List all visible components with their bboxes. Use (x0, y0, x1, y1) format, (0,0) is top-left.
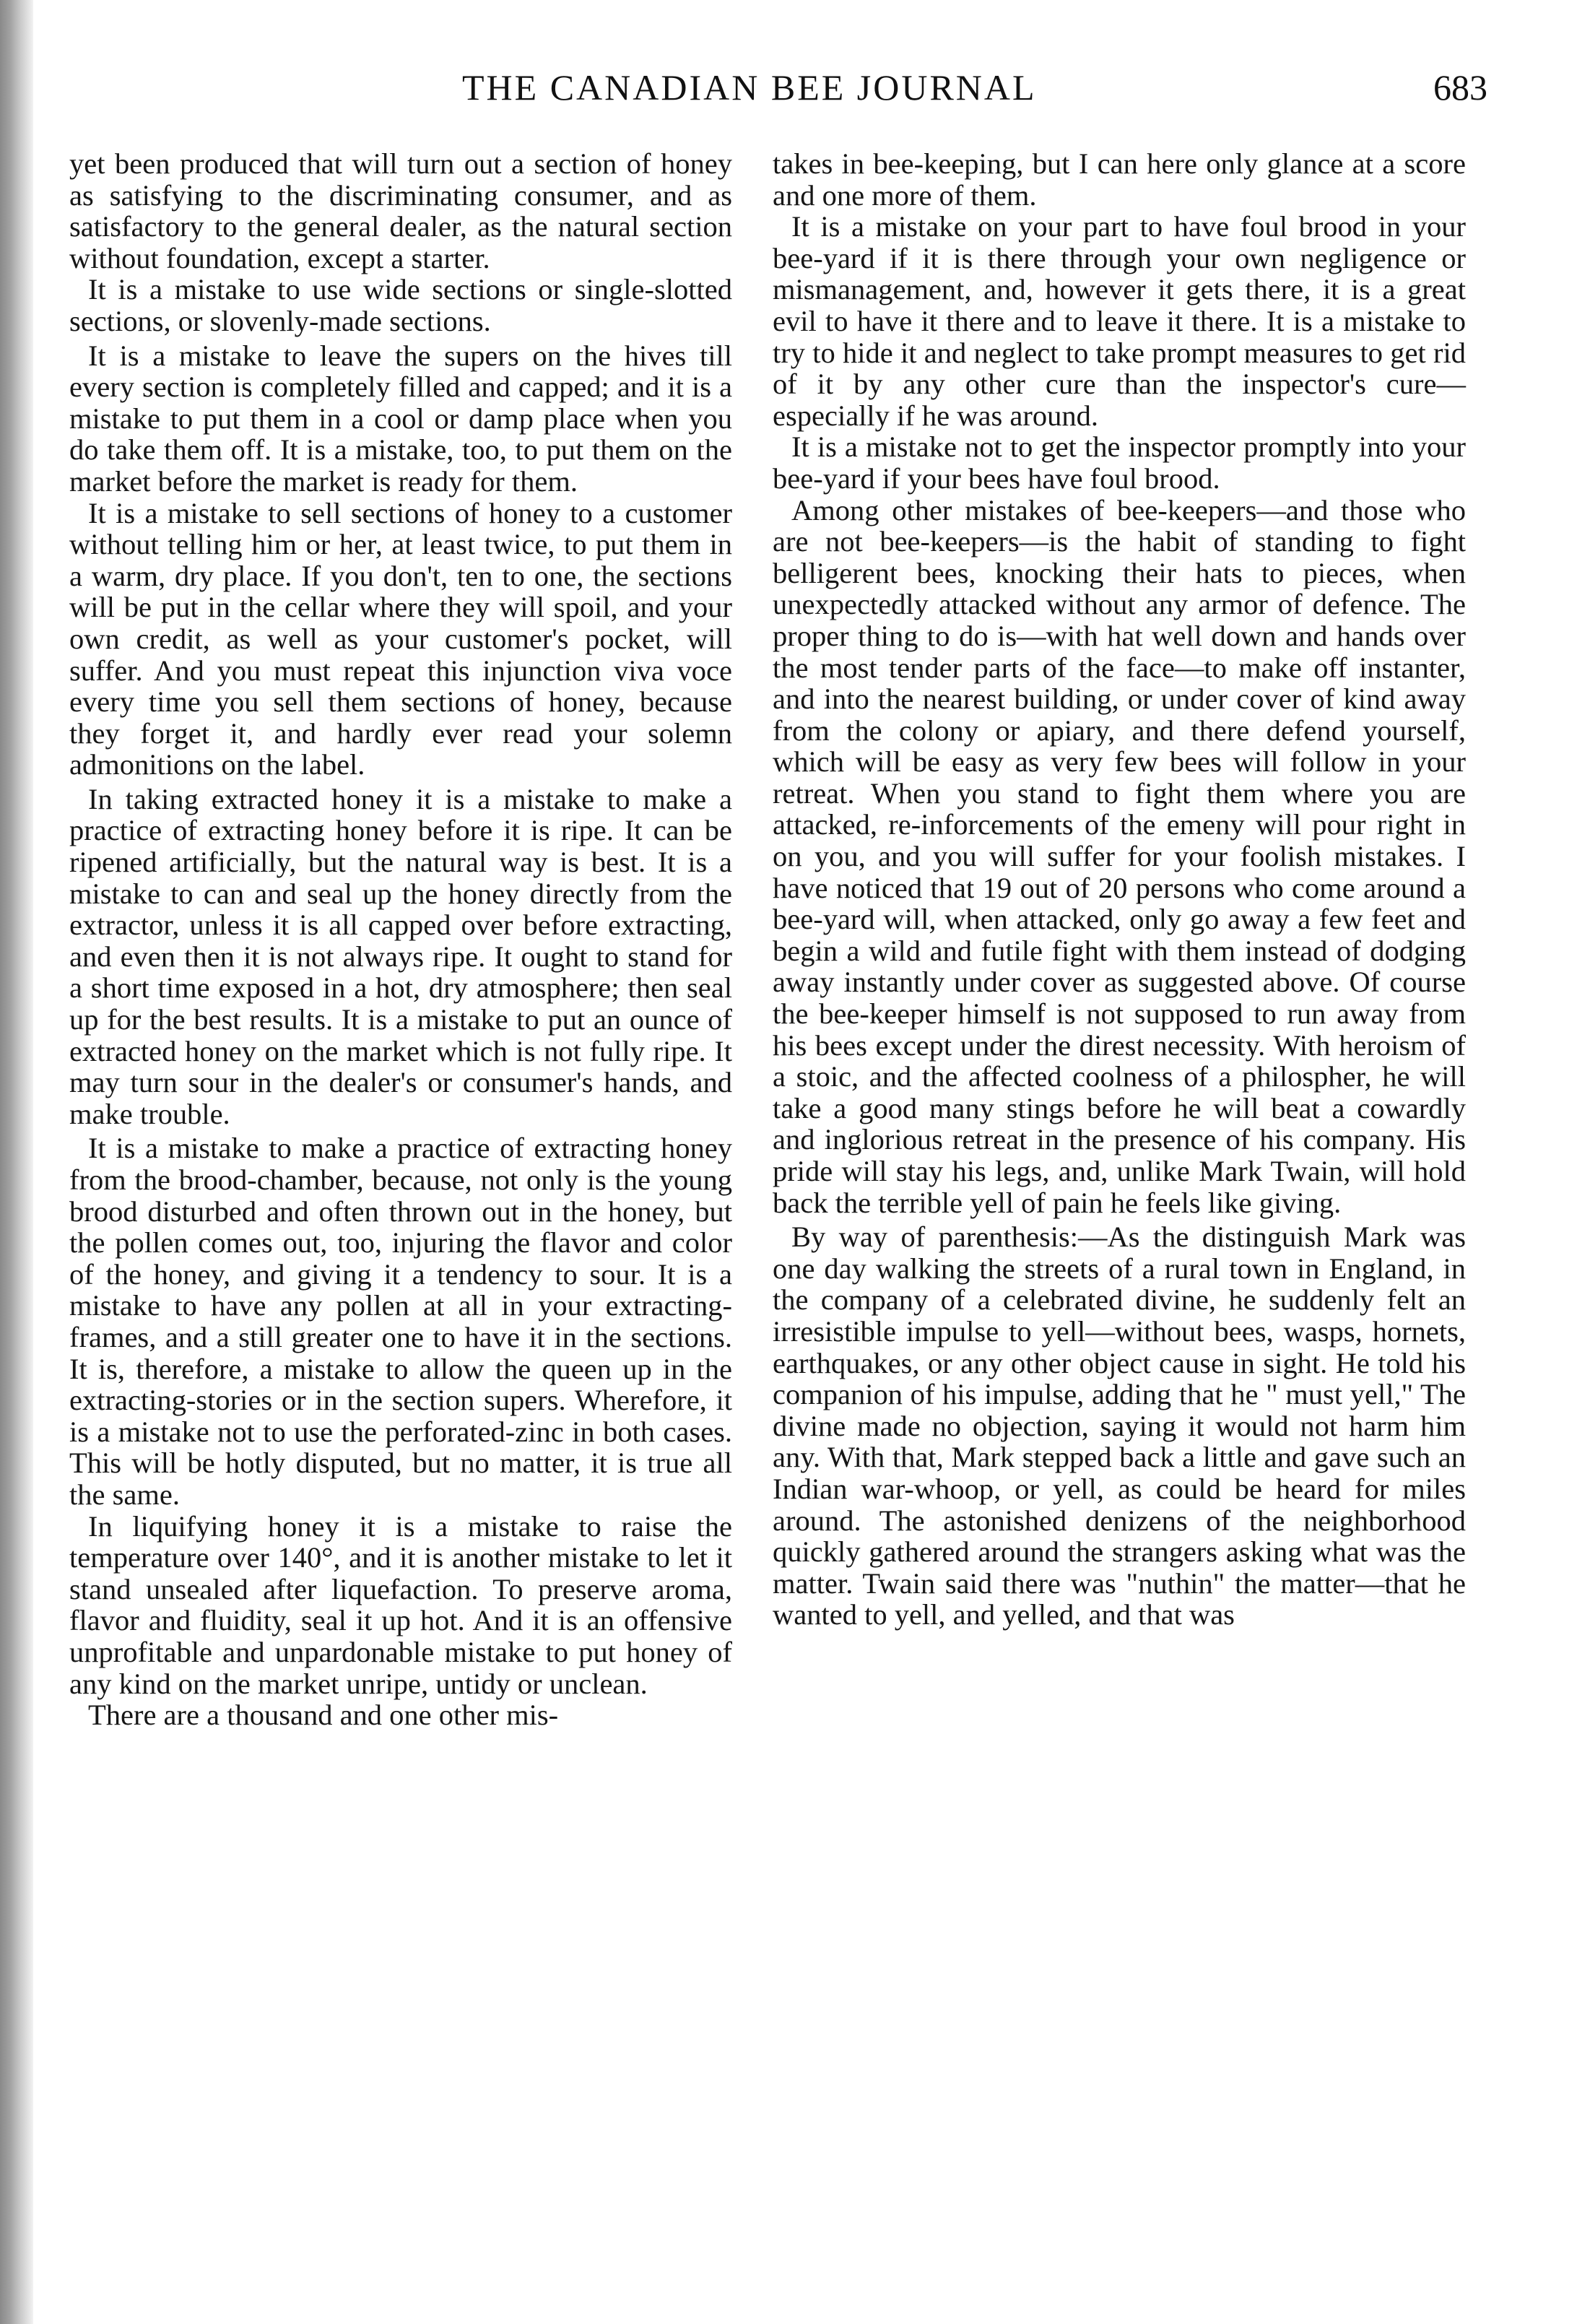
paragraph: Among other mistakes of bee-keepers—and those who are not bee-keepers—is the habit of standing to fight belligerent bees, knocking their hats to pieces, when unexpectedly attacked without any armor of defence. The proper thing to do is—with hat well down and hands over the most tender parts of the face—to make off instanter, and into the nearest building, or under cover of kind away from the colony or apiary, and there defend yourself, which will be easy as very few bees will follow in your retreat. When you stand to fight them where you are attacked, re-inforcements of the emeny will pour right in on you, and you will suffer for your foolish mistakes. I have noticed that 19 out of 20 persons who come around a bee-yard will, when attacked, only go away a few feet and begin a wild and futile fight with them instead of dodging away instantly under cover as suggested above. Of course the bee-keeper himself is not supposed to run away from his bees except under the direst necessity. With heroism of a stoic, and the affected coolness of a philospher, he will take a good many stings before he will beat a cowardly and inglorious retreat in the presence of his company. His pride will stay his legs, and, unlike Mark Twain, will hold back the terrible yell of pain he feels like giving. (773, 493, 1466, 1219)
paragraph: It is a mistake to make a practice of extracting honey from the brood-chamber, because, not only is the young brood disturbed and often thrown out in the honey, but the pollen comes out, too, injuring the flavor and color of the honey, and giving it a tendency to sour. It is a mistake to have any pollen at all in your extracting-frames, and a still greater one to have it in the sections. It is, therefore, a mistake to allow the queen up in the extracting-stories or in the section supers. Wherefore, it is a mistake not to use the perforated-zinc in both cases. This will be hotly disputed, but no matter, it is true all the same. (69, 1132, 732, 1511)
binding-shadow (0, 0, 33, 2324)
paragraph: yet been produced that will turn out a section of honey as satisfying to the discriminating consumer, and as satisfactory to the general dealer, as the natural section without foundation, except a starter. (69, 147, 732, 274)
page-number: 683 (1433, 67, 1487, 108)
paragraph: By way of parenthesis:—As the distinguish Mark was one day walking the streets of a rural town in England, in the company of a celebrated divine, he suddenly felt an irresistible impulse to yell—without bees, wasps, hornets, earthquakes, or any other object cause in sight. He told his companion of his impulse, adding that he " must yell," The divine made no objection, saying it would not harm him any. With that, Mark stepped back a little and gave such an Indian war-whoop, or yell, as could be heard for miles around. The astonished denizens of the neighborhood quickly gathered around the strangers asking what was the matter. Twain said there was "nuthin" the matter—that he wanted to yell, and yelled, and that was (773, 1220, 1466, 1631)
running-head: THE CANADIAN BEE JOURNAL (462, 67, 1037, 108)
paragraph: It is a mistake to sell sections of honey to a customer without telling him or her, at least twice, to put them in a warm, dry place. If you don't, ten to one, the sections will be put in the cellar where they will spoil, and your own credit, as well as your customer's pocket, will suffer. And you must repeat this injunction viva voce every time you sell them sections of honey, because they forget it, and hardly ever read your solemn admonitions on the label. (69, 496, 732, 781)
paragraph: It is a mistake to leave the supers on the hives till every section is completely filled and capped; and it is a mistake to put them in a cool or damp place when you do take them off. It is a mistake, too, to put them on the market before the market is ready for them. (69, 339, 732, 498)
paragraph: It is a mistake on your part to have foul brood in your bee-yard if it is there through your own negligence or mismanagement, and, however it gets there, it is a great evil to have it there and to leave it there. It is a mistake to try to hide it and neglect to take prompt measures to get rid of it by any other cure than the inspector's cure—especially if he was around. (773, 210, 1466, 432)
paragraph: takes in bee-keeping, but I can here only glance at a score and one more of them. (773, 147, 1466, 212)
left-column (69, 148, 732, 1731)
paragraph: There are a thousand and one other mis- (88, 1699, 559, 1732)
paragraph: It is a mistake not to get the inspector promptly into your bee-yard if your bees have foul brood. (773, 430, 1466, 495)
right-column (773, 148, 1466, 1631)
paragraph: In liquifying honey it is a mistake to raise the temperature over 140°, and it is another mistake to let it stand unsealed after liquefaction. To preserve aroma, flavor and fluidity, seal it up hot. And it is an offensive unprofitable and unpardonable mistake to put honey of any kind on the market unripe, untidy or unclean. (69, 1509, 732, 1700)
paragraph: In taking extracted honey it is a mistake to make a practice of extracting honey before it is ripe. It can be ripened artificially, but the natural way is best. It is a mistake to can and seal up the honey directly from the extractor, unless it is all capped over before extracting, and even then it is not always ripe. It ought to stand for a short time exposed in a hot, dry atmosphere; then seal up for the best results. It is a mistake to put an ounce of extracted honey on the market which is not fully ripe. It may turn sour in the dealer's or consumer's hands, and make trouble. (69, 782, 732, 1130)
page-header (72, 66, 1487, 117)
paragraph: It is a mistake to use wide sections or single-slotted sections, or slovenly-made sections. (69, 273, 732, 337)
